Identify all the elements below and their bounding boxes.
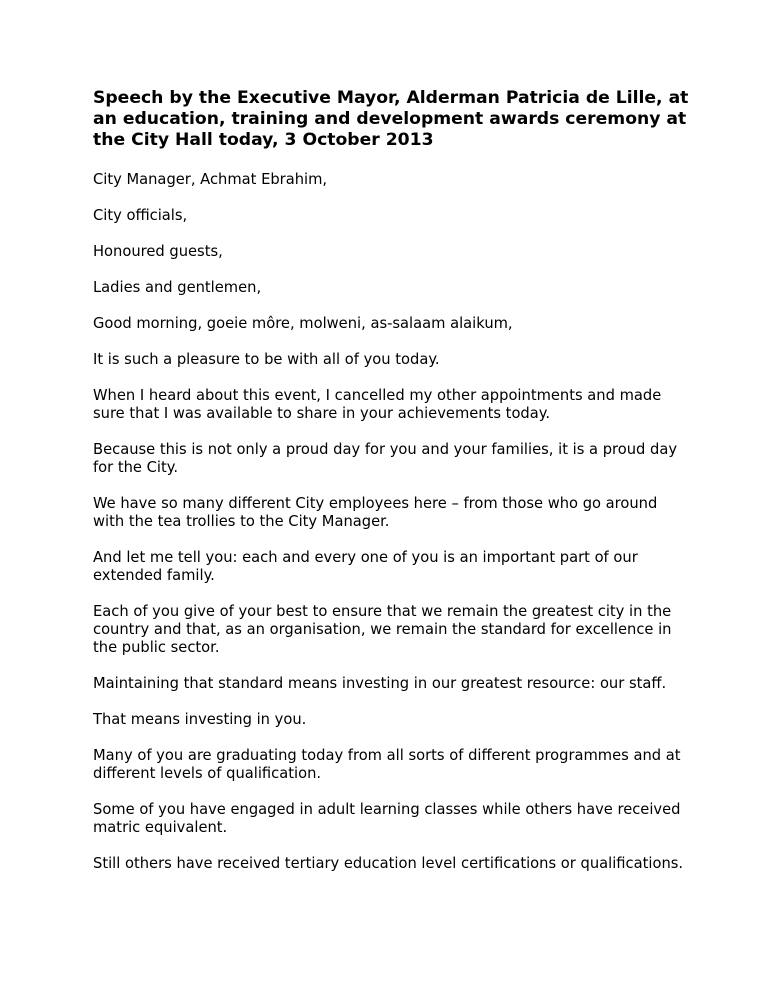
- paragraph-proud-day: Because this is not only a proud day for you and your families, it is a proud day for the City.: [93, 441, 678, 476]
- paragraph-salutation-ladies-gentlemen: Ladies and gentlemen,: [93, 279, 262, 296]
- paragraph-graduating: Many of you are graduating today from all sorts of different programmes and at different levels of qualification.: [93, 747, 681, 782]
- paragraph-adult-learning: Some of you have engaged in adult learning classes while others have received matric equivalent.: [93, 801, 681, 836]
- paragraph-greatest-city: Each of you give of your best to ensure that we remain the greatest city in the country and that, as an organisation, we remain the standard for excellence in the public sector.: [93, 603, 672, 656]
- paragraph-greeting: Good morning, goeie môre, molweni, as-salaam alaikum,: [93, 315, 513, 332]
- paragraph-salutation-guests: Honoured guests,: [93, 243, 223, 260]
- paragraph-cancelled-appointments: When I heard about this event, I cancelled my other appointments and made sure that I was available to share in your achievements today.: [93, 387, 662, 422]
- document-title: Speech by the Executive Mayor, Alderman Patricia de Lille, at an education, training and development awards ceremony at the City Hall today, 3 October 2013: [93, 88, 689, 150]
- paragraph-maintaining-standard: Maintaining that standard means investing in our greatest resource: our staff.: [93, 675, 667, 692]
- document-page: [93, 88, 693, 891]
- paragraph-salutation-officials: City officials,: [93, 207, 188, 224]
- paragraph-employees: We have so many different City employees here – from those who go around with the tea trollies to the City Manager.: [93, 495, 658, 530]
- paragraph-extended-family: And let me tell you: each and every one of you is an important part of our extended family.: [93, 549, 638, 584]
- paragraph-salutation-city-manager: City Manager, Achmat Ebrahim,: [93, 171, 328, 188]
- paragraph-investing-in-you: That means investing in you.: [93, 711, 307, 728]
- paragraph-tertiary: Still others have received tertiary education level certifications or qualifications.: [93, 855, 684, 872]
- paragraph-pleasure: It is such a pleasure to be with all of you today.: [93, 351, 440, 368]
